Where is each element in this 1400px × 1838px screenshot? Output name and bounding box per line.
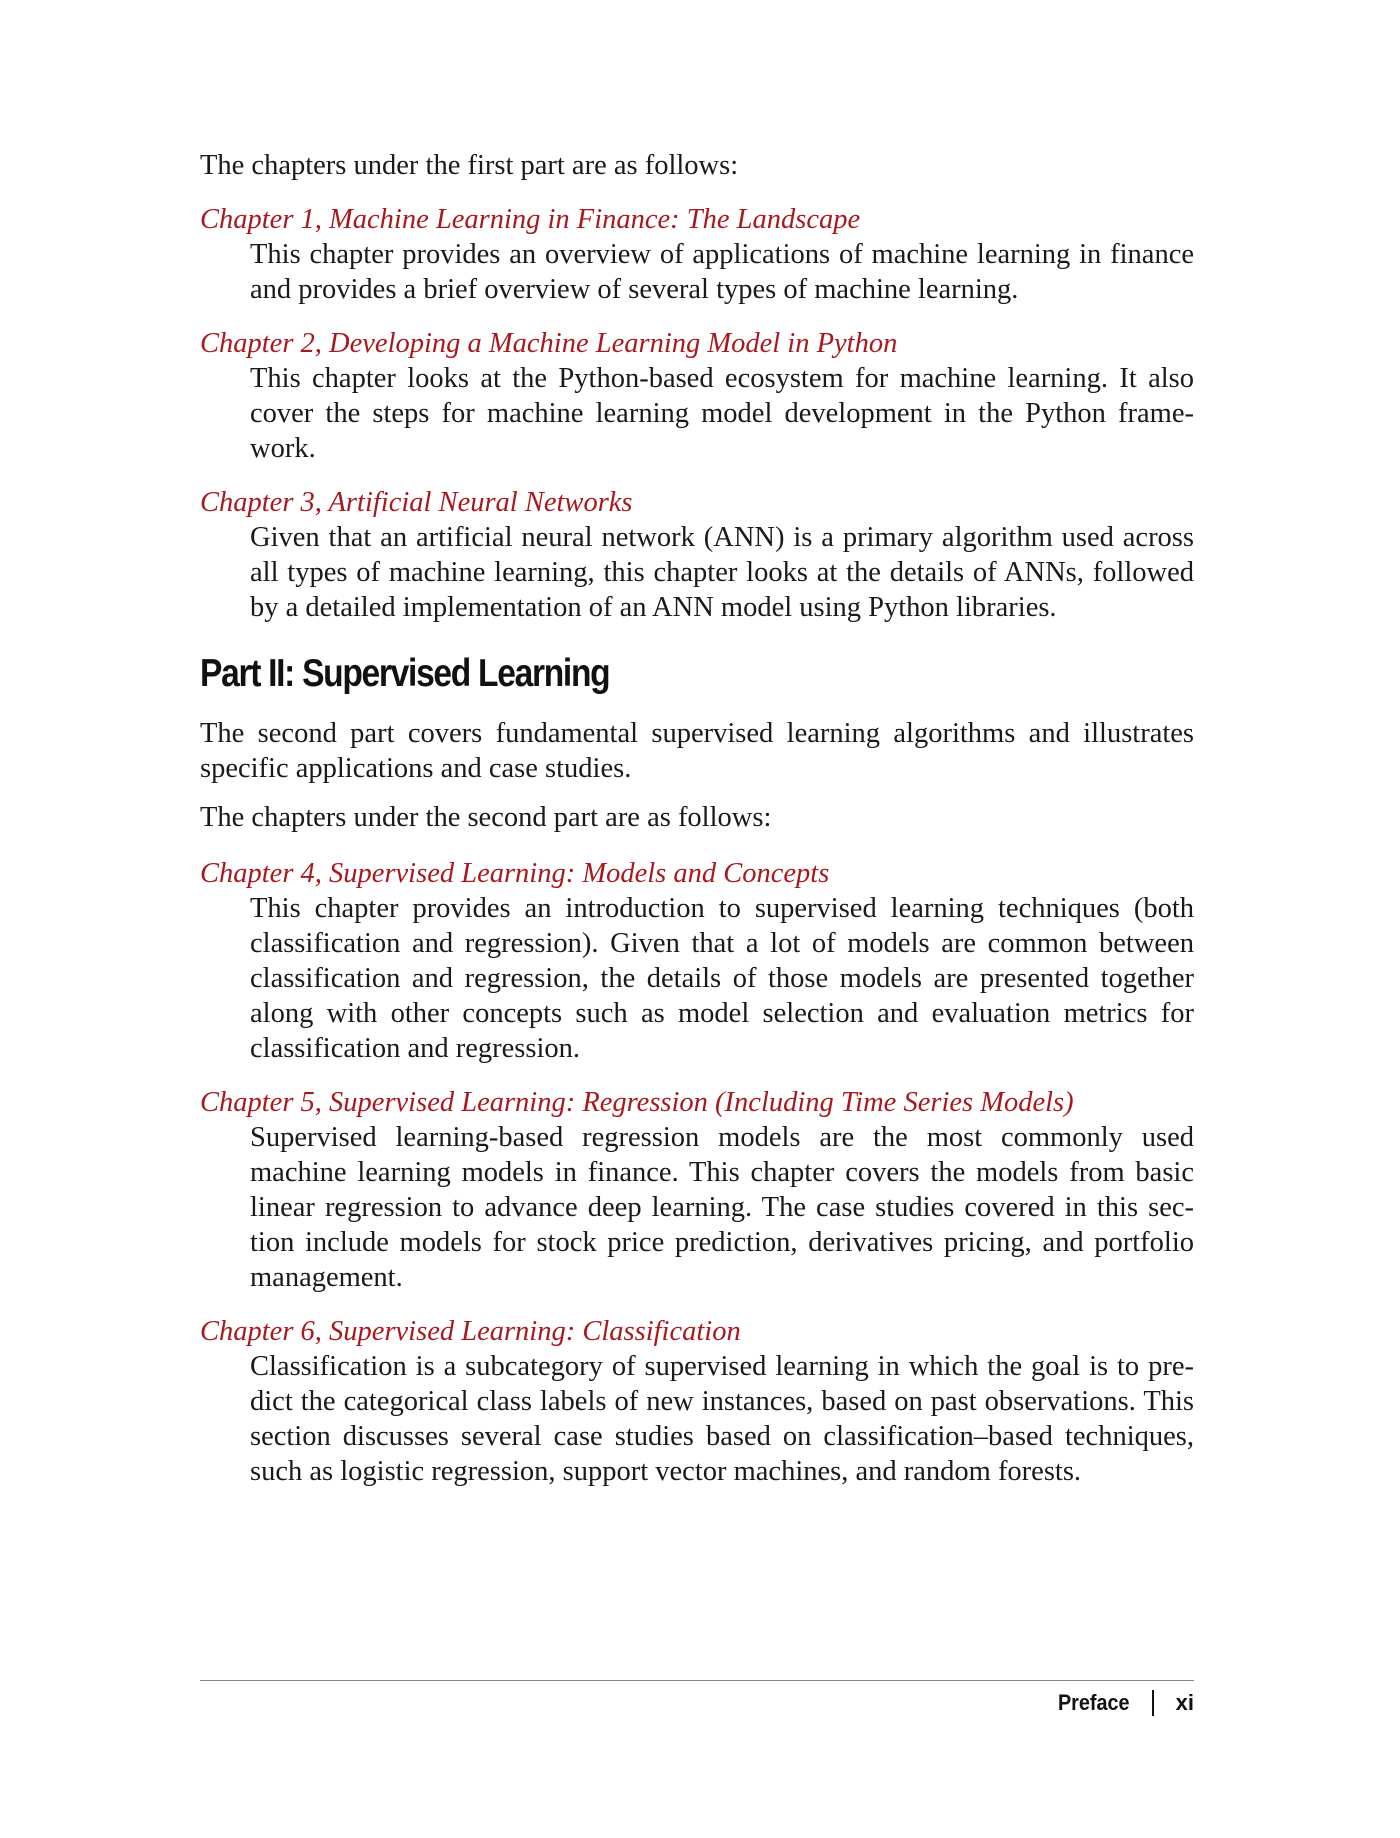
footer-section-label: Preface [1058, 1690, 1130, 1715]
chapter-desc-4: This chapter provides an introduction to supervised learning techniques (both classification and regression). Given that a lot of models are common between classification and regression, the details of those models are presented together along with other concepts such as model selection and evaluation metrics for classification and regression. [250, 893, 1194, 1064]
footer-divider [200, 1680, 1194, 1681]
chapter-desc-5: Supervised learning-based regression models are the most commonly used machine learning models in finance. This chapter covers the models from basic linear regression to advance deep learning. The case studies covered in this sec-tion include models for stock price prediction, derivatives pricing, and portfolio management. [250, 1122, 1194, 1293]
chapter-title-3[interactable]: Chapter 3, Artificial Neural Networks [200, 487, 633, 518]
chapter-entry-6 [200, 1314, 1194, 1489]
chapter-entry-5 [200, 1085, 1194, 1295]
chapter-title-2[interactable]: Chapter 2, Developing a Machine Learning Model in Python [200, 328, 898, 359]
chapter-entry-1 [200, 202, 1194, 307]
footer-separator [1152, 1690, 1154, 1716]
chapter-title-6[interactable]: Chapter 6, Supervised Learning: Classification [200, 1316, 741, 1347]
chapter-desc-2: This chapter looks at the Python-based ecosystem for machine learning. It also cover the steps for machine learning model development in the Python frame-work. [250, 363, 1194, 464]
chapter-desc-3: Given that an artificial neural network (ANN) is a primary algorithm used across all types of machine learning, this chapter looks at the details of ANNs, followed by a detailed implementation of an ANN model using Python libraries. [250, 522, 1194, 623]
part1-intro: The chapters under the first part are as follows: [200, 150, 739, 181]
chapter-title-5[interactable]: Chapter 5, Supervised Learning: Regression (Including Time Series Models) [200, 1087, 1074, 1118]
chapter-desc-1: This chapter provides an overview of applications of machine learning in finance and provides a brief overview of several types of machine learning. [250, 239, 1194, 305]
part-heading: Part II: Supervised Learning [200, 652, 610, 695]
part1-chapter-list [200, 202, 1194, 644]
chapter-title-1[interactable]: Chapter 1, Machine Learning in Finance: The Landscape [200, 204, 861, 235]
chapter-entry-2 [200, 326, 1194, 466]
part2-intro: The second part covers fundamental supervised learning algorithms and illustrates specific applications and case studies. [200, 718, 1194, 784]
chapter-title-4[interactable]: Chapter 4, Supervised Learning: Models and Concepts [200, 858, 830, 889]
chapter-entry-3 [200, 485, 1194, 625]
part2-chapter-list [200, 856, 1194, 1508]
page-footer [1050, 1688, 1194, 1718]
chapter-desc-6: Classification is a subcategory of supervised learning in which the goal is to pre-dict the categorical class labels of new instances, based on past observations. This section discusses several case studies based on classification–based techniques, such as logistic regression, support vector machines, and random forests. [250, 1351, 1194, 1487]
part2-chapters-intro: The chapters under the second part are as follows: [200, 802, 772, 833]
chapter-entry-4 [200, 856, 1194, 1066]
page-number: xi [1175, 1690, 1194, 1715]
